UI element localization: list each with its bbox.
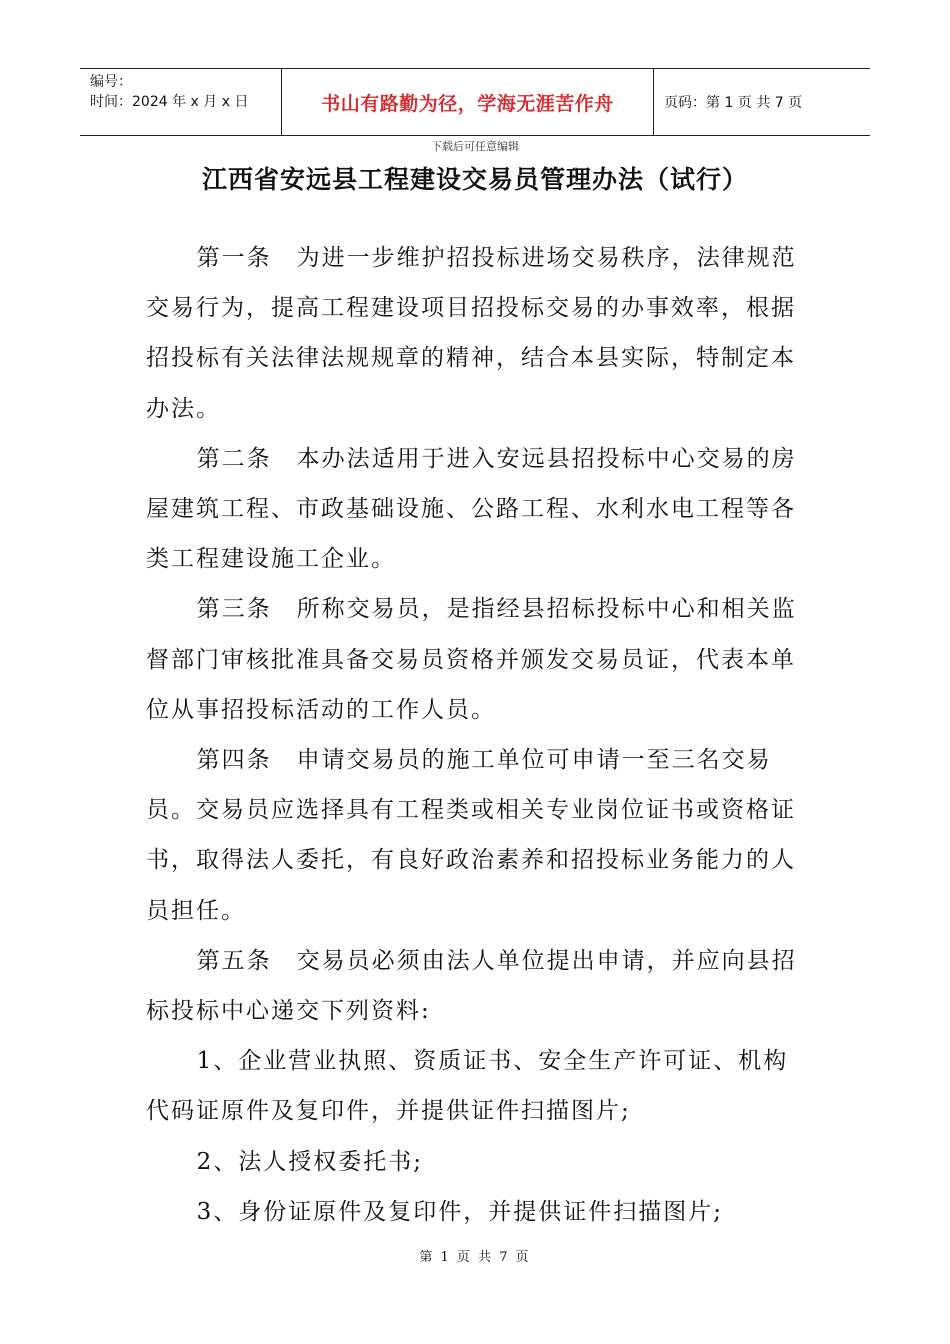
paragraph-article-3: 第三条 所称交易员，是指经县招标投标中心和相关监督部门审核批准具备交易员资格并颁发交易员证，代表本单位从事招投标活动的工作人员。 bbox=[146, 596, 797, 723]
header-meta bbox=[80, 69, 282, 135]
paragraph-article-1: 第一条 为进一步维护招投标进场交易秩序，法律规范交易行为，提高工程建设项目招投标交易的办事效率，根据招投标有关法律法规规章的精神，结合本县实际，特制定本办法。 bbox=[146, 245, 797, 422]
paragraph-article-4: 第四条 申请交易员的施工单位可申请一至三名交易员。交易员应选择具有工程类或相关专业岗位证书或资格证书，取得法人委托，有良好政治素养和招投标业务能力的人员担任。 bbox=[146, 747, 796, 924]
code-label: 编号： bbox=[90, 74, 132, 90]
list-item-2: 2、法人授权委托书; bbox=[196, 1148, 423, 1175]
page-footer: 第 1 页 共 7 页 bbox=[419, 1250, 531, 1265]
paragraph-article-2: 第二条 本办法适用于进入安远县招投标中心交易的房屋建筑工程、市政基础设施、公路工程、水利水电工程等各类工程建设施工企业。 bbox=[146, 445, 797, 573]
list-item-1: 1、企业营业执照、资质证书、安全生产许可证、机构代码证原件及复印件，并提供证件扫描图片; bbox=[146, 1048, 789, 1125]
header-page-number: 页码：第 1 页 共 7 页 bbox=[664, 95, 803, 111]
paragraph-article-5: 第五条 交易员必须由法人单位提出申请，并应向县招标投标中心递交下列资料: bbox=[146, 947, 797, 1025]
document-title: 江西省安远县工程建设交易员管理办法（试行） bbox=[201, 165, 748, 194]
date-label: 时间：2024 年 x 月 x 日 bbox=[90, 94, 249, 110]
edit-note: 下载后可任意编辑 bbox=[431, 140, 519, 153]
document-body bbox=[146, 233, 812, 1237]
list-item-3: 3、身份证原件及复印件，并提供证件扫描图片; bbox=[196, 1198, 723, 1225]
header-motto: 书山有路勤为径，学海无涯苦作舟 bbox=[282, 69, 654, 135]
document-header bbox=[80, 68, 870, 136]
